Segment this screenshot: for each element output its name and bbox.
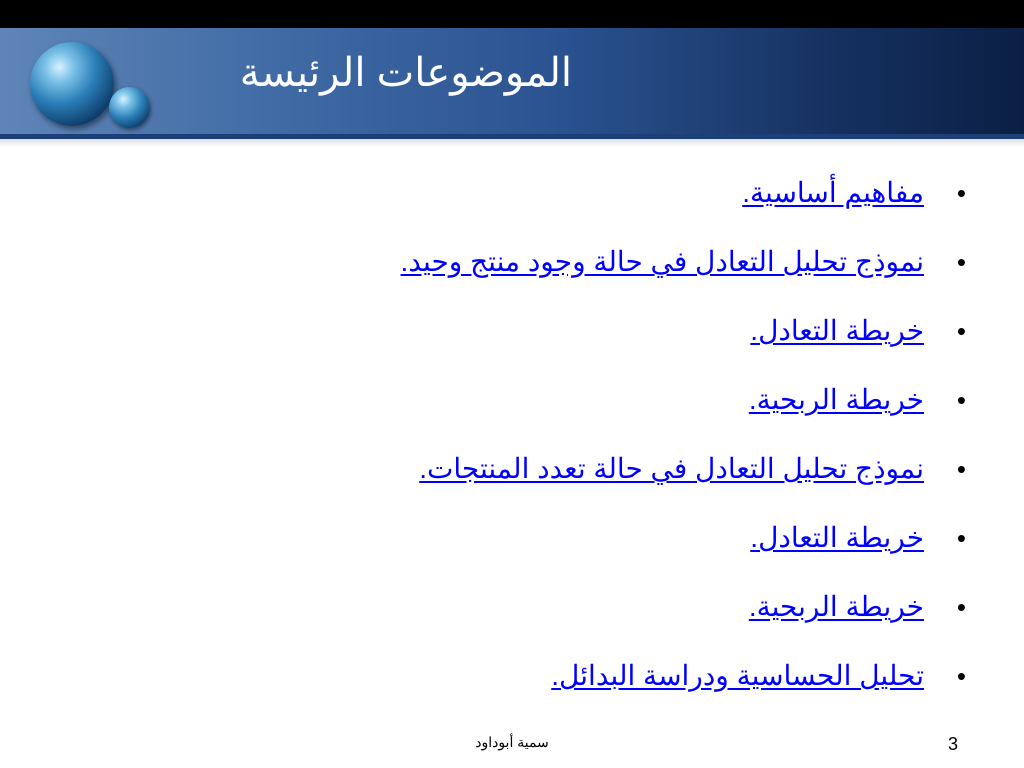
list-item: [401, 306, 966, 375]
slide-title: الموضوعات الرئيسة: [239, 51, 572, 95]
topic-link-single-product-model[interactable]: نموذج تحليل التعادل في حالة وجود منتج وحيد.: [400, 246, 924, 277]
bullet-icon: •: [956, 661, 966, 691]
topic-link-basic-concepts[interactable]: مفاهيم أساسية.: [742, 177, 924, 208]
list-item: [401, 237, 966, 306]
list-item: [401, 168, 966, 237]
banner-shadow: [0, 139, 1024, 147]
page-number: 3: [948, 734, 959, 754]
topic-list: [401, 168, 966, 720]
globe-icon: [30, 42, 114, 126]
top-black-bar: [0, 0, 1024, 28]
bullet-icon: •: [956, 247, 966, 277]
bullet-icon: •: [956, 316, 966, 346]
topic-link-sensitivity-analysis[interactable]: تحليل الحساسية ودراسة البدائل.: [551, 660, 924, 691]
list-item: [401, 444, 966, 513]
topic-link-breakeven-chart[interactable]: خريطة التعادل.: [750, 315, 924, 346]
bullet-icon: •: [956, 592, 966, 622]
topic-link-profit-chart-2[interactable]: خريطة الربحية.: [748, 591, 924, 622]
bullet-icon: •: [956, 178, 966, 208]
topic-link-multi-product-model[interactable]: نموذج تحليل التعادل في حالة تعدد المنتجات.: [419, 453, 924, 484]
bullet-icon: •: [956, 385, 966, 415]
list-item: [401, 582, 966, 651]
bullet-icon: •: [956, 523, 966, 553]
list-item: [401, 651, 966, 720]
list-item: [401, 375, 966, 444]
list-item: [401, 513, 966, 582]
footer-author: سمية أبوداود: [475, 734, 549, 750]
topic-link-breakeven-chart-2[interactable]: خريطة التعادل.: [750, 522, 924, 553]
bullet-icon: •: [956, 454, 966, 484]
small-globe-icon: [109, 87, 150, 128]
topic-link-profit-chart[interactable]: خريطة الربحية.: [748, 384, 924, 415]
